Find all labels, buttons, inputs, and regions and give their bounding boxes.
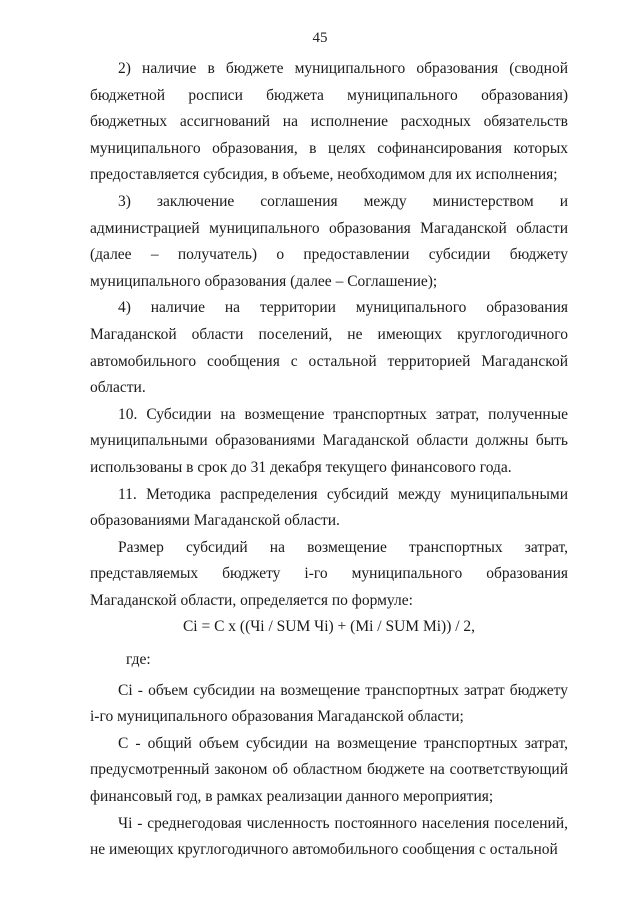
document-body [90, 56, 568, 864]
paragraph-condition-2: 2) наличие в бюджете муниципального образования (сводной бюджетной росписи бюджета муниципального образования) бюджетных ассигнований на исполнение расходных обязательств муниципального образования, в целях софинансирования которых предоставляется субсидия, в объеме, необходимом для их исполнения; [90, 60, 568, 184]
formula: Ci = C x ((Чi / SUM Чi) + (Mi / SUM Mi)) / 2, [182, 618, 476, 636]
definition-c: С - общий объем субсидии на возмещение транспортных затрат, предусмотренный законом об областном бюджете на соответствующий финансовый год, в рамках реализации данного мероприятия; [90, 734, 568, 806]
paragraph-condition-4: 4) наличие на территории муниципального образования Магаданской области поселений, не имеющих круглогодичного автомобильного сообщения с остальной территорией Магаданской области. [90, 299, 568, 397]
paragraph-item-11: 11. Методика распределения субсидий между муниципальными образованиями Магаданской области. [90, 485, 568, 530]
paragraph-item-10: 10. Субсидии на возмещение транспортных затрат, полученные муниципальными образованиями Магаданской области должны быть использованы в срок до 31 декабря текущего финансового года. [90, 405, 568, 476]
definition-ci: Ci - объем субсидии на возмещение транспортных затрат бюджету i-го муниципального образования Магаданской области; [90, 681, 568, 726]
paragraph-condition-3: 3) заключение соглашения между министерством и администрацией муниципального образования Магаданской области (далее – получатель) о предоставлении субсидии бюджету муниципального образования (далее – Соглашение); [90, 192, 568, 290]
paragraph-subsidy-size: Размер субсидий на возмещение транспортных затрат, представляемых бюджету i-го муниципального образования Магаданской области, определяется по формуле: [90, 538, 568, 609]
where-label: где: [126, 651, 151, 669]
page-number: 45 [312, 30, 328, 46]
definition-chi: Чi - среднегодовая численность постоянного населения поселений, не имеющих круглогодичного автомобильного сообщения с остальной [90, 814, 568, 859]
